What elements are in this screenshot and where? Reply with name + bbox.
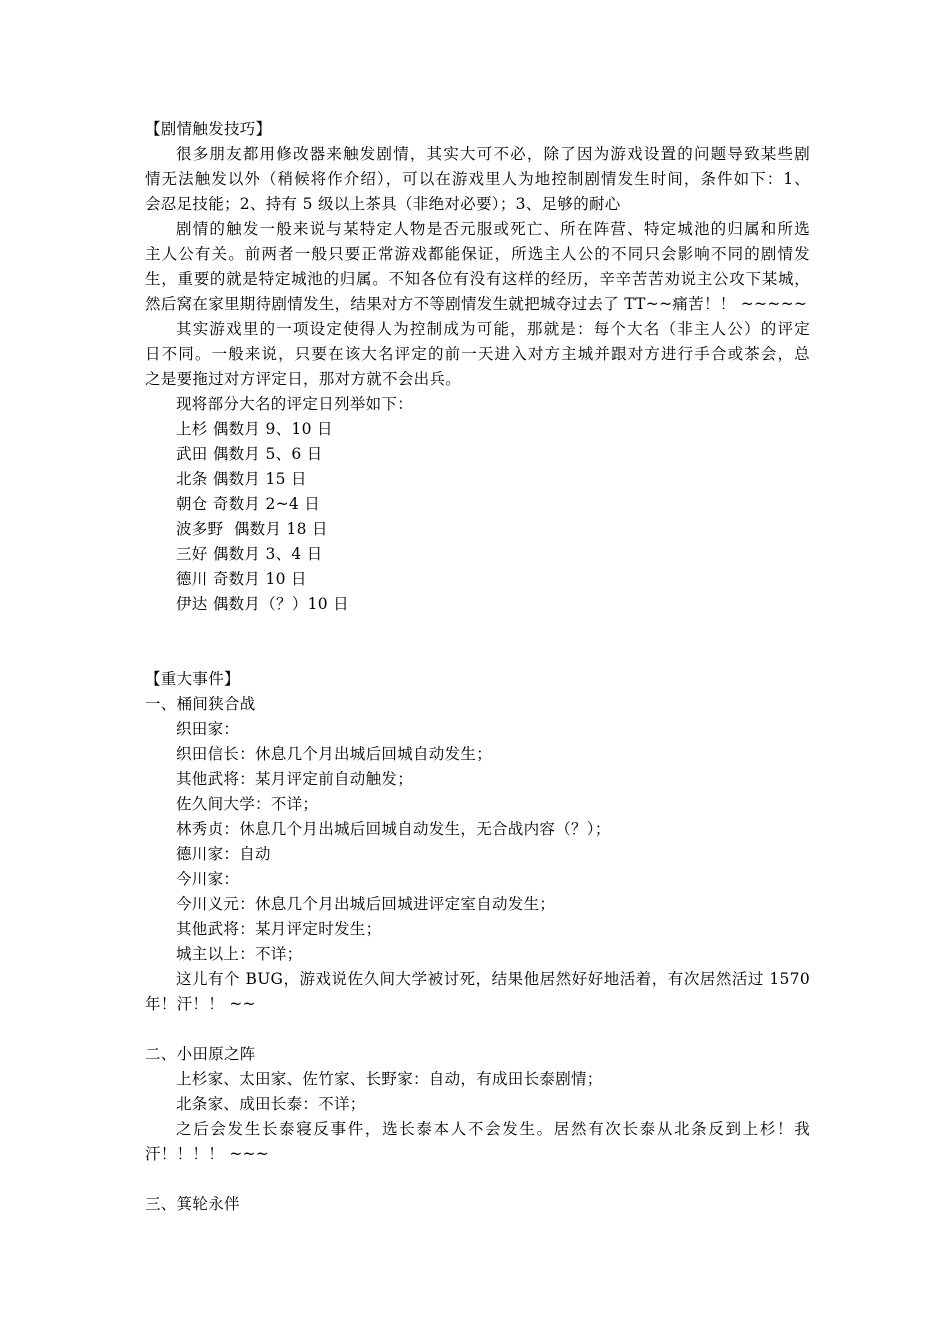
paragraph-line: 主人公有关。前两者一般只要正常游戏都能保证，所选主人公的不同只会影响不同的剧情发	[145, 245, 810, 263]
event-title: 一、桶间狭合战	[145, 695, 256, 713]
event-line: 林秀贞：休息几个月出城后回城自动发生，无合战内容（？）；	[176, 820, 611, 838]
event-line: 城主以上：不详；	[176, 945, 303, 963]
list-item: 伊达 偶数月（？）10 日	[176, 595, 349, 613]
list-item: 武田 偶数月 5、6 日	[176, 445, 323, 463]
paragraph-line: 生，重要的就是特定城池的归属。不知各位有没有这样的经历，辛辛苦苦劝说主公攻下某城，	[145, 270, 810, 288]
list-intro: 现将部分大名的评定日列举如下：	[176, 395, 414, 413]
event-line: 其他武将：某月评定前自动触发；	[176, 770, 414, 788]
event-title: 三、箕轮永伴	[145, 1195, 240, 1213]
event-title: 二、小田原之阵	[145, 1045, 256, 1063]
paragraph-intro	[145, 142, 810, 217]
daimyo-evaluation-list	[145, 417, 810, 617]
spacer	[145, 1167, 810, 1192]
spacer	[145, 617, 810, 667]
event-line: 佐久间大学：不详；	[176, 795, 319, 813]
event-line: 其他武将：某月评定时发生；	[176, 920, 382, 938]
event-line: 今川义元：休息几个月出城后回城进评定室自动发生；	[176, 895, 556, 913]
event-note-line: 年！汗！！ ~~	[145, 995, 256, 1013]
paragraph-line: 情无法触发以外（稍候将作介绍），可以在游戏里人为地控制剧情发生时间，条件如下：1、	[145, 170, 810, 188]
event-line: 北条家、成田长泰：不详；	[176, 1095, 366, 1113]
event-odawara	[145, 1042, 810, 1167]
paragraph-evaluation-day	[145, 317, 810, 392]
list-item: 朝仓 奇数月 2~4 日	[176, 495, 321, 513]
event-note-line: 之后会发生长泰寝反事件，选长泰本人不会发生。居然有次长泰从北条反到上杉！我	[176, 1120, 810, 1138]
list-item: 三好 偶数月 3、4 日	[176, 545, 323, 563]
paragraph-line: 很多朋友都用修改器来触发剧情，其实大可不必，除了因为游戏设置的问题导致某些剧	[176, 145, 810, 163]
event-note-line: 汗！！！！ ~~~	[145, 1145, 270, 1163]
paragraph-line: 会忍足技能；2、持有 5 级以上茶具（非绝对必要）；3、足够的耐心	[145, 195, 621, 213]
paragraph-line: 剧情的触发一般来说与某特定人物是否元服或死亡、所在阵营、特定城池的归属和所选	[176, 220, 810, 238]
event-line: 上杉家、太田家、佐竹家、长野家：自动，有成田长泰剧情；	[176, 1070, 603, 1088]
list-item: 波多野 偶数月 18 日	[176, 520, 328, 538]
section-heading-major-events: 【重大事件】	[145, 670, 240, 688]
spacer	[145, 1017, 810, 1042]
event-note-line: 这儿有个 BUG，游戏说佐久间大学被讨死，结果他居然好好地活着，有次居然活过 1570	[176, 970, 810, 988]
event-minowa	[145, 1192, 810, 1217]
paragraph-line: 之是要拖过对方评定日，那对方就不会出兵。	[145, 370, 462, 388]
event-line: 织田信长：休息几个月出城后回城自动发生；	[176, 745, 493, 763]
event-okehazama	[145, 692, 810, 1017]
paragraph-line: 日不同。一般来说，只要在该大名评定的前一天进入对方主城并跟对方进行手合或茶会，总	[145, 345, 810, 363]
paragraph-line: 然后窝在家里期待剧情发生，结果对方不等剧情发生就把城夺过去了 TT~~痛苦！！ ~~~~~	[145, 295, 808, 313]
event-line: 今川家：	[176, 870, 240, 888]
paragraph-line: 其实游戏里的一项设定使得人为控制成为可能，那就是：每个大名（非主人公）的评定	[176, 320, 810, 338]
paragraph-trigger-conditions	[145, 217, 810, 317]
list-item: 上杉 偶数月 9、10 日	[176, 420, 333, 438]
section-heading-plot-tips: 【剧情触发技巧】	[145, 120, 272, 138]
list-item: 德川 奇数月 10 日	[176, 570, 307, 588]
document-body	[145, 117, 810, 1217]
event-line: 德川家：自动	[176, 845, 271, 863]
event-line: 织田家：	[176, 720, 240, 738]
list-item: 北条 偶数月 15 日	[176, 470, 307, 488]
